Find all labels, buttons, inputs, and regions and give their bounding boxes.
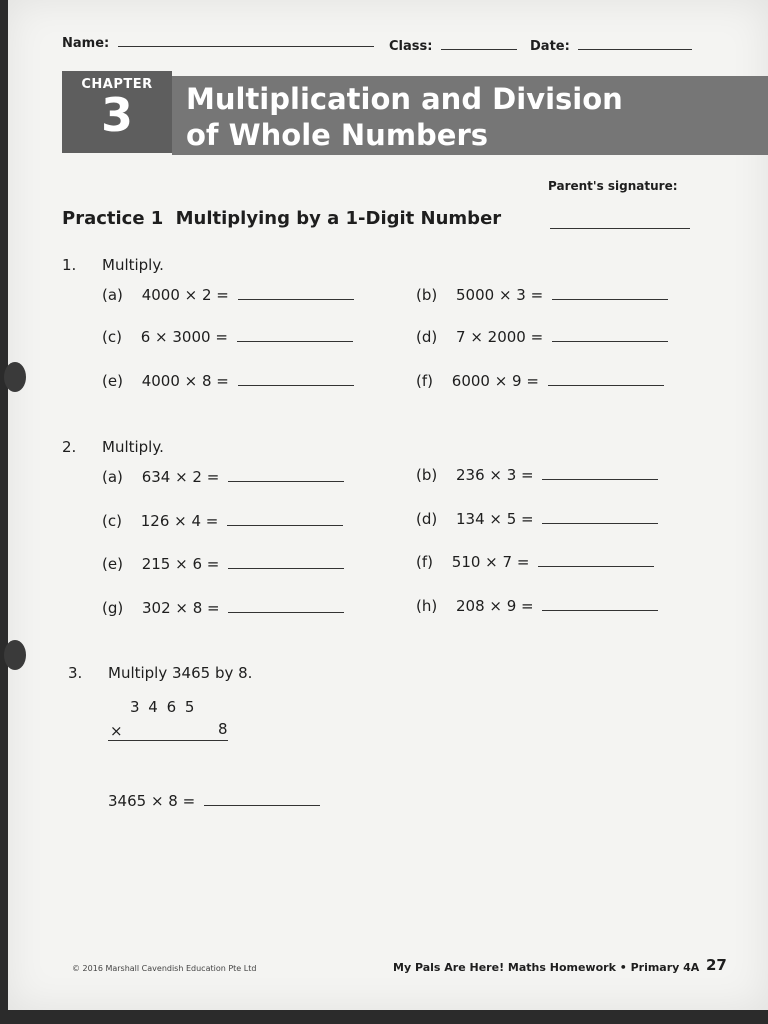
q1-part-c <box>102 328 353 346</box>
page-number: 27 <box>706 956 727 974</box>
answer-line[interactable] <box>227 524 343 526</box>
answer-line[interactable] <box>552 298 668 300</box>
vertical-multiplicand: 3 4 6 5 <box>130 698 197 716</box>
part-label: (c) <box>102 328 122 346</box>
q3-answer <box>108 792 320 810</box>
part-label: (b) <box>416 286 438 304</box>
part-label: (a) <box>102 286 123 304</box>
part-expression: 126 × 4 = <box>140 512 219 530</box>
part-expression: 236 × 3 = <box>456 466 534 484</box>
answer-line[interactable] <box>204 804 320 806</box>
part-label: (h) <box>416 597 438 615</box>
part-expression: 4000 × 8 = <box>141 372 229 390</box>
vertical-multiplier: 8 <box>218 720 228 738</box>
q1-part-b <box>416 286 668 304</box>
practice-title: Multiplying by a 1-Digit Number <box>175 208 502 229</box>
part-expression: 4000 × 2 = <box>141 286 229 304</box>
part-label: (b) <box>416 466 438 484</box>
q1-part-a <box>102 286 354 304</box>
part-label: (g) <box>102 599 124 617</box>
part-label: (c) <box>102 512 122 530</box>
date-field <box>530 39 692 54</box>
q2-part-e <box>102 555 344 573</box>
name-field <box>62 36 374 51</box>
part-expression: 6000 × 9 = <box>451 372 539 390</box>
chapter-label: CHAPTER <box>81 77 153 92</box>
chapter-title-line2: of Whole Numbers <box>186 118 489 152</box>
practice-label: Practice 1 <box>62 208 164 229</box>
answer-line[interactable] <box>542 478 658 480</box>
name-label: Name: <box>62 36 110 51</box>
part-expression: 302 × 8 = <box>142 599 220 617</box>
date-line[interactable] <box>578 48 692 50</box>
class-line[interactable] <box>441 48 517 50</box>
question-3-number: 3. <box>68 664 83 682</box>
answer-line[interactable] <box>538 565 654 567</box>
q1-part-f <box>416 372 664 390</box>
chapter-title-line1: Multiplication and Division <box>186 82 623 116</box>
part-label: (a) <box>102 468 123 486</box>
part-expression: 5000 × 3 = <box>456 286 544 304</box>
part-label: (d) <box>416 510 438 528</box>
multiply-sign: × <box>110 722 123 740</box>
part-expression: 510 × 7 = <box>451 553 530 571</box>
chapter-title-bar <box>172 76 768 155</box>
part-expression: 134 × 5 = <box>456 510 534 528</box>
part-label: (f) <box>416 372 433 390</box>
q2-part-g <box>102 599 344 617</box>
worksheet-page <box>8 0 768 1010</box>
part-expression: 215 × 6 = <box>141 555 220 573</box>
chapter-number: 3 <box>100 88 133 142</box>
part-expression: 208 × 9 = <box>456 597 534 615</box>
q2-part-h <box>416 597 658 615</box>
answer-line[interactable] <box>552 340 668 342</box>
class-label: Class: <box>389 39 433 54</box>
q1-part-d <box>416 328 668 346</box>
answer-line[interactable] <box>237 340 353 342</box>
answer-line[interactable] <box>228 611 344 613</box>
book-title: My Pals Are Here! Maths Homework • Primary 4A <box>393 961 700 974</box>
part-expression: 7 × 2000 = <box>456 328 544 346</box>
vertical-sum-line <box>108 740 228 741</box>
copyright-text: © 2016 Marshall Cavendish Education Pte Ltd <box>72 964 257 973</box>
part-label: (e) <box>102 555 123 573</box>
part-expression: 6 × 3000 = <box>140 328 228 346</box>
q1-part-e <box>102 372 354 390</box>
answer-line[interactable] <box>228 480 344 482</box>
answer-line[interactable] <box>542 609 658 611</box>
question-2-number: 2. <box>62 438 77 456</box>
binder-hole <box>4 362 26 392</box>
answer-line[interactable] <box>548 384 664 386</box>
question-1-number: 1. <box>62 256 77 274</box>
date-label: Date: <box>530 39 570 54</box>
question-1-instruction: Multiply. <box>102 256 164 274</box>
binder-hole <box>4 640 26 670</box>
part-label: (e) <box>102 372 123 390</box>
question-3-instruction: Multiply 3465 by 8. <box>108 664 253 682</box>
parent-signature-label: Parent's signature: <box>548 179 678 193</box>
answer-line[interactable] <box>542 522 658 524</box>
practice-heading <box>62 208 501 229</box>
q2-part-a <box>102 468 344 486</box>
q2-part-b <box>416 466 658 484</box>
class-field <box>389 39 517 54</box>
chapter-badge <box>62 71 172 153</box>
parent-signature-line[interactable] <box>550 227 690 229</box>
part-expression: 634 × 2 = <box>141 468 220 486</box>
answer-line[interactable] <box>238 384 354 386</box>
part-label: (f) <box>416 553 433 571</box>
part-expression: 3465 × 8 = <box>108 792 196 810</box>
q2-part-f <box>416 553 654 571</box>
q2-part-c <box>102 512 343 530</box>
question-2-instruction: Multiply. <box>102 438 164 456</box>
answer-line[interactable] <box>238 298 354 300</box>
part-label: (d) <box>416 328 438 346</box>
name-line[interactable] <box>118 45 374 47</box>
answer-line[interactable] <box>228 567 344 569</box>
q2-part-d <box>416 510 658 528</box>
